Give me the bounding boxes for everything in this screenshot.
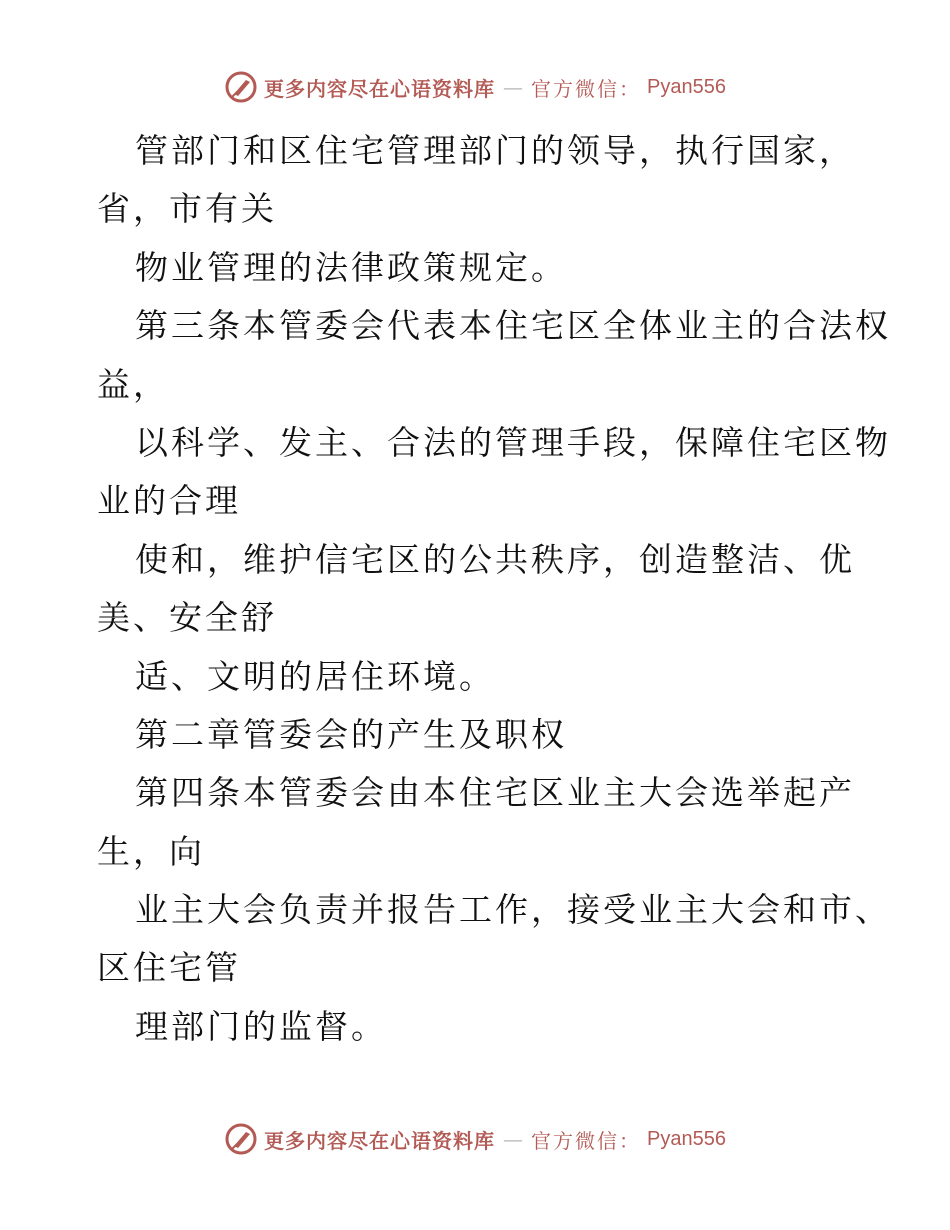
text-line: 第三条本管委会代表本住宅区全体业主的合法权 [135,306,891,346]
watermark-wechat-id: Pyan556 [647,75,726,98]
watermark-label: 官方微信： [531,76,642,101]
footer-watermark [0,1122,950,1156]
quill-logo-icon [224,1122,258,1156]
watermark-wechat-id: Pyan556 [647,1127,726,1150]
text-line: 第四条本管委会由本住宅区业主大会选举起产 [135,773,855,813]
text-line: 以科学、发主、合法的管理手段，保障住宅区物 [135,422,891,462]
text-line: 生，向 [97,831,205,871]
text-line: 业的合理 [97,481,241,521]
text-line: 适、文明的居住环境。 [135,656,495,696]
text-line: 使和，维护信宅区的公共秩序，创造整洁、优 [135,539,855,579]
watermark-main-text: 更多内容尽在心语资料库 [264,76,496,101]
text-line: 业主大会负责并报告工作，接受业主大会和市、 [135,890,891,930]
watermark-label: 官方微信： [531,1128,642,1153]
watermark-dash: — [503,1127,524,1151]
text-line: 理部门的监督。 [135,1006,387,1046]
document-body [97,122,891,1056]
text-line: 省，市有关 [97,189,277,229]
watermark-dash: — [503,75,524,99]
text-line: 区住宅管 [97,948,241,988]
watermark-main-text: 更多内容尽在心语资料库 [264,1128,496,1153]
text-line: 益， [97,364,169,404]
text-line: 管部门和区住宅管理部门的领导，执行国家， [135,131,855,170]
text-line: 物业管理的法律政策规定。 [135,247,567,287]
text-line: 美、安全舒 [97,598,277,638]
chapter-heading: 第二章管委会的产生及职权 [135,714,567,754]
header-watermark [0,70,950,104]
quill-logo-icon [224,70,258,104]
